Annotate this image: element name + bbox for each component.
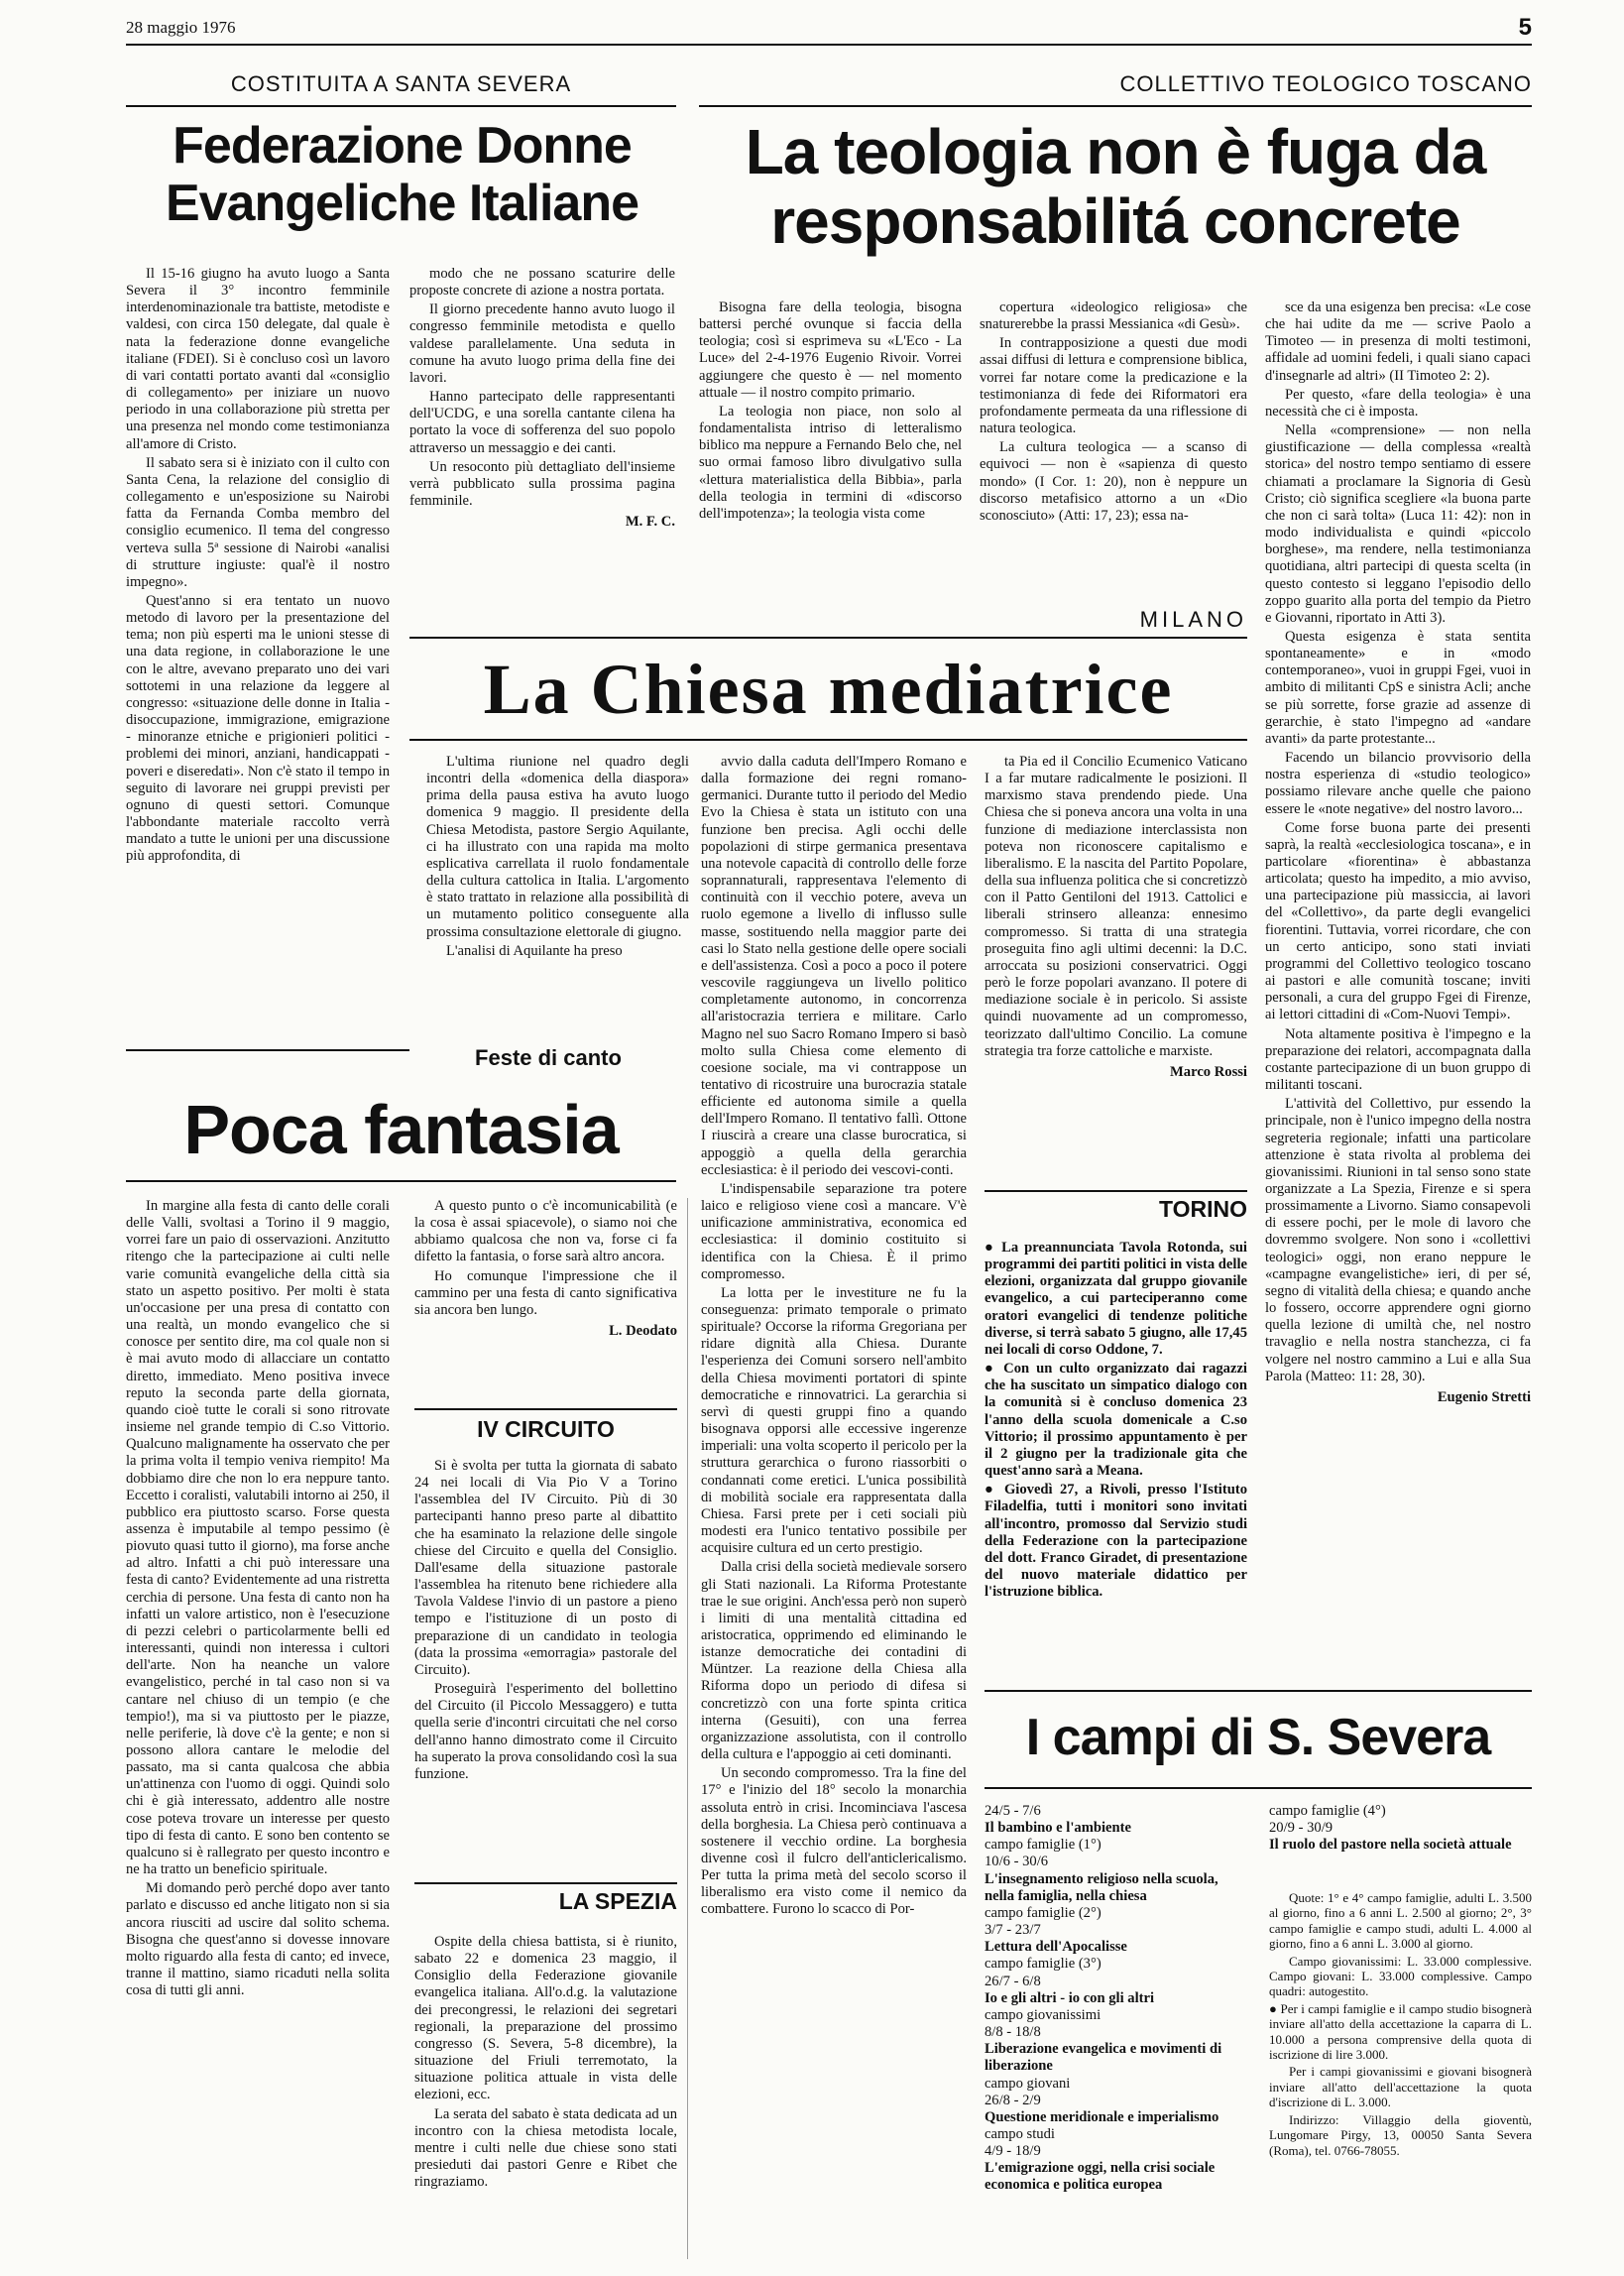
article1-title [122, 117, 682, 244]
article5-kicker: IV CIRCUITO [477, 1416, 615, 1442]
paragraph: La cultura teologica — a scanso di equivoci — non è «sapienza di questo mondo» (I Cor. 1: 20), non è neppure un discorso metafisico attorno a un «Dio sconosciuto» (Atti: 17, 23); essa na- [980, 439, 1247, 524]
paragraph: Come forse buona parte dei presenti saprà, la realtà «ecclesiologica toscana», e in particolare «fiorentina» è abbastanza articolata; questo ha impedito, a mio avviso, una partecipazione più massiccia, ai lavori del «Collettivo», da parte degli evangelici fiorentini. Tuttavia, vorrei ricordare, che con un certo anticipo, sono stati inviati programmi del Collettivo teologico toscano ai pastori e alle comunità toscane; inviti personali, a cura del gruppo Fgei di Firenze, ai lettori cittadini di «Com-Nuovi Tempi». [1265, 819, 1531, 1023]
list-item: Lettura dell'Apocalisse [985, 1939, 1127, 1956]
article1-kicker: COSTITUITA A SANTA SEVERA [230, 71, 572, 96]
paragraph: Indirizzo: Villaggio della gioventù, Lungomare Pirgy, 13, 00050 Santa Severa (Roma), tel. 0766-78055. [1269, 2111, 1532, 2158]
list-item: ● La preannunciata Tavola Rotonda, sui programmi dei partiti politici in vista delle elezioni, organizzata dal gruppo giovanile evangelico, a cui parteciperanno come oratori evangelici di tendenze politiche diverse, si terrà sabato 5 giugno, alle 17,45 nei locali di corso Oddone, 7. [985, 1240, 1247, 1358]
list-item: Liberazione evangelica e movimenti di liberazione [985, 2041, 1222, 2075]
paragraph: Quote: 1° e 4° campo famiglie, adulti L. 3.500 al giorno, fino a 6 anni L. 2.500 al giorno; 2°, 3° campo famiglie e campo studi, adulti L. 4.000 al giorno, fino a 6 anni L. 3.000 al giorno. [1269, 1890, 1532, 1952]
page-date: 28 maggio 1976 [126, 18, 236, 37]
list-item: 3/7 - 23/7 [985, 1922, 1041, 1939]
paragraph: copertura «ideologico religiosa» che snaturerebbe la prassi Messianica «di Gesù». [980, 299, 1247, 333]
list-item: campo giovanissimi [985, 2006, 1102, 2023]
article1-col2 [409, 266, 675, 623]
article4-title: Poca fantasia [183, 1091, 619, 1168]
article4-col1 [126, 1198, 390, 2264]
article8-col2-notes [1269, 1890, 1532, 2267]
article2-col2 [980, 299, 1247, 619]
paragraph: Facendo un bilancio provvisorio della nostra esperienza di «studio teologico» possiamo rilevare anche quelle che paiono essere le «note negative» del nostro lavoro... [1265, 750, 1531, 817]
article2-kicker-rule [699, 105, 1532, 107]
paragraph: In margine alla festa di canto delle corali delle Valli, svoltasi a Torino il 9 maggio, vorrei fare un paio di osservazioni. Anzitutto ritengo che la partecipazione ai culti nelle varie comunità evangeliche della città sia stato un aspetto positivo. Per molti è stata un'occasione per una presa di contatto con una realtà, un mondo evangelico che si conosce per sentito dire, ma col quale non si è mai avuto modo di allacciare un contatto diretto, immediato. Meno positiva invece reputo la seconda parte della giornata, quando cioè tutte le corali si sono ritrovate insieme nel grande tempio di C.so Vittorio. Qualcuno malignamente ha osservato che per la prima volta il tempio veniva riempito! Ma dobbiamo dire che non lo era neppure tanto. Eccetto i coralisti, valutabili intorno ai 250, il pubblico era piuttosto scarso. Forse questa assenza è imputabile al tempo pessimo (è piovuto quasi tutto il giorno), ma forse anche ad altro. Infatti a chi può interessare una festa di canto? Evidentemente ad una ristretta cerchia di persone. Una festa di canto non ha infatti un valore artistico, non è l'esecuzione di pezzi celebri o particolarmente belli ed interessanti, quindi non interessa i cultori dell'arte. Non ha neanche un valore evangelistico, perché in tal caso non si va cantare nel chiuso di un tempio (e che tempio!), ma si va piuttosto per le piazze, nelle periferie, là dove c'è la gente; e non si possono allora cantare le melodie del passato, ma si canta qualcosa che abbia un'attinenza con l'uomo di oggi. Quindi solo chi è già interessato, addentro alle nostre cose poteva trovare un interesse per questo tipo di festa di canto. E sono ben contento se qualcuno si è rallegrato per questo incontro e ne ha tratto un beneficio spirituale. [126, 1198, 390, 1878]
paragraph: Hanno partecipato delle rappresentanti dell'UCDG, e una sorella cantante cilena ha portato la voce di sofferenza del suo popolo attraverso un messaggio e dei canti. [409, 389, 675, 456]
paragraph: A questo punto o c'è incomunicabilità (e la cosa è assai spiacevole), o siamo noi che abbiamo qualcosa che non va, forse ci fa difetto la fantasia, o forse sarà altro ancora. [414, 1198, 677, 1265]
article8-title-rule [985, 1787, 1532, 1789]
list-item: L'insegnamento religioso nella scuola, nella famiglia, nella chiesa [985, 1870, 1218, 1904]
paragraph: In contrapposizione a questi due modi assai diffusi di lettura e comprensione biblica, vorrei far notare come la predicazione e la testimonianza di fede dei Riformatori era profondamente permeata da una riflessione di natura teologica. [980, 335, 1247, 437]
article6-top-rule [414, 1882, 677, 1884]
paragraph: Questa esigenza è stata sentita spontaneamente» e in «modo contemporaneo», vuoi in gruppi Fgei, vuoi in ambito di militanti CpS e sinistra Acli; anche se più sorrette, forse grazie ad assenze di gerarchie, è stato l'impegno ad «andare avanti» da parte protestante... [1265, 628, 1531, 747]
article1-title-line2: Evangeliche Italiane [165, 175, 639, 232]
article2-signature: Eugenio Stretti [1437, 1388, 1531, 1405]
article6-kicker: LA SPEZIA [558, 1888, 677, 1914]
paragraph: Campo giovanissimi: L. 33.000 complessive. Campo giovani: L. 33.000 complessive. Campo quadri: autogestito. [1269, 1953, 1532, 1999]
paragraph: L'analisi di Aquilante ha preso [446, 942, 623, 959]
list-item: Il ruolo del pastore nella società attuale [1269, 1837, 1512, 1854]
list-item: 20/9 - 30/9 [1269, 1820, 1334, 1837]
article4-col2 [414, 1198, 677, 1396]
list-item: 8/8 - 18/8 [985, 2024, 1041, 2041]
article8-title: I campi di S. Severa [1025, 1709, 1491, 1766]
paragraph: La teologia non piace, non solo al fondamentalista intriso di letteralismo biblico ma neppure a Fernando Belo che, nel suo ormai famoso libro divulgativo sulla «lettura materialistica della Bibbia», parla della teologia in termini di «discorso dell'impotenza»; la teologia vista come [699, 403, 962, 522]
paragraph: Nella «comprensione» — non nella giustificazione — della complessa «realtà storica» del nostro tempo sentiamo di essere chiamati a proclamare la Signoria di Gesù Cristo; ciò significa scegliere «la buona parte che non ci sarà tolta» (Luca 11: 42): non in modo individualista e quindi «piccolo borghese», ma rendere, nella testimonianza quotidiana, altri partecipi di questa scelta (in questo contesto si leggano l'episodio dello zoppo guarito alla porta del tempio da Pietro e Giovanni, riportato in Atti 3). [1265, 422, 1531, 626]
article7-top-rule [985, 1190, 1247, 1192]
paragraph: ● Per i campi famiglie e il campo studio bisognerà inviare all'atto della accettazione la caparra di L. 10.000 a persona comprensive della quota di iscrizione di lire 3.000. [1269, 2000, 1532, 2063]
paragraph: Per i campi giovanissimi e giovani bisognerà inviare all'atto dell'accettazione la quota d'iscrizione di L. 3.000. [1269, 2064, 1532, 2110]
paragraph: ta Pia ed il Concilio Ecumenico Vaticano I a far mutare radicalmente le posizioni. Il marxismo stava prendendo piede. Una Chiesa che si poneva ancora una volta in una funzione di mediazione interclassista non poteva non riconoscere capitalismo e liberalismo. E la nascita del Partito Popolare, della sua influenza politica che si concretizzò con il Patto Gentiloni del 1913. Cattolici e liberali strinsero alleanza: ennesimo compromesso. Si tratta di una strategia proseguita fino agli ultimi decenni: la D.C. arroccata su posizioni conservatrici. Oggi però le forze popolari avanzano. Il potere di mediazione sociale è in pericolo. Si assiste quindi nuovamente ad un compromesso, teorizzato dall'ultimo Concilio. La comune strategia tra forze cattoliche e marxiste. [985, 754, 1247, 1059]
article3-title: La Chiesa mediatrice [483, 650, 1174, 729]
list-item: L'emigrazione oggi, nella crisi sociale economica e politica europea [985, 2160, 1216, 2194]
article4-signature: L. Deodato [609, 1323, 677, 1340]
list-item: campo giovani [985, 2075, 1071, 2092]
article8-top-rule [985, 1690, 1532, 1692]
article7-body [985, 1240, 1247, 1686]
list-item: 10/6 - 30/6 [985, 1854, 1049, 1870]
paragraph: L'ultima riunione nel quadro degli incontri della «domenica della diaspora» prima della pausa estiva ha avuto luogo domenica 9 maggio. Il presidente della Chiesa Metodista, pastore Sergio Aquilante, ci ha illustrato con una rapida ma molto esplicativa carrellata il ruolo fondamentale della cultura cattolica in Italia. L'argomento è stato trattato in relazione alla possibilità di un mutamento politico conseguente alla prossima consultazione elettorale di giugno. [426, 754, 689, 940]
article2-col1 [699, 299, 962, 619]
paragraph: L'attività del Collettivo, pur essendo la principale, non è l'unico impegno della nostra segreteria regionale; infatti una particolare attenzione è stata rivolta al problema dei giovanissimi. Riunioni in tal senso sono state organizzate a La Spezia, Firenze e si spera prossimamente a Livorno. Siamo consapevoli di essere pochi, per le mole di lavoro che dovremmo svolgere. Non sono i «collettivi teologici» oggi, non erano neppure le «campagne evangelistiche» ieri, di per sé, segno di vitalità della chiesa; e quando anche lo fossero, occorre apprendere ogni giorno quella lezione di umiltà che, nel nostro travaglio e nella nostra stanchezza, ci fa volgere nel nostro cammino a Lui e alla Sua Parola (Matteo: 11: 28, 30). [1265, 1096, 1531, 1384]
paragraph: Ho comunque l'impressione che il cammino per una festa di canto significativa sia ancora ben lungo. [414, 1267, 677, 1318]
article5-top-rule [414, 1408, 677, 1410]
list-item: 26/7 - 6/8 [985, 1973, 1041, 1989]
list-item: campo famiglie (3°) [985, 1956, 1102, 1973]
list-item: ● Con un culto organizzato dai ragazzi che ha suscitato un simpatico dialogo con la comunità si è concluso domenica 23 l'anno della scuola domenicale a C.so Vittorio; il prossimo appuntamento è per il 2 giugno per la tradizionale gita che quest'anno sarà a Meana. [985, 1361, 1247, 1480]
article2-title-line2: responsabilitá concrete [770, 185, 1460, 257]
paragraph: La serata del sabato è stata dedicata ad un incontro con la chiesa metodista locale, mentre i culti nelle due chiese sono stati presieduti dai pastori Genre e Ribet che ringraziamo. [414, 2105, 677, 2191]
article8-col1 [985, 1803, 1247, 2269]
article1-col1 [126, 266, 390, 1059]
list-item: campo famiglie (4°) [1269, 1803, 1386, 1819]
list-item: campo studi [985, 2125, 1055, 2142]
article2-title [694, 117, 1537, 264]
article3-col3 [985, 754, 1247, 1190]
article8-col2-list [1269, 1803, 1532, 1882]
list-item: ● Giovedì 27, a Rivoli, presso l'Istituto Filadelfia, tutti i monitori sono invitati all'incontro, promosso dal Servizio studi della Federazione con la partecipazione del dott. Franco Giradet, di presentazione del nuovo materiale didattico per l'istruzione biblica. [985, 1482, 1247, 1601]
list-item: 24/5 - 7/6 [985, 1803, 1041, 1819]
paragraph: Nota altamente positiva è l'impegno e la preparazione dei relatori, accompagnata dalla costante partecipazione di un buon gruppo di militanti toscani. [1265, 1025, 1531, 1094]
paragraph: Bisogna fare della teologia, bisogna battersi perché ovunque si faccia della teologia; così si esprimeva su «L'Eco - La Luce» del 2-4-1976 Eugenio Rivoir. Vorrei aggiungere che questo è — nel momento attuale — il nostro compito primario. [699, 299, 962, 401]
article3-col1 [426, 754, 689, 1061]
list-item: Questione meridionale e imperialismo [985, 2108, 1219, 2125]
paragraph: Dalla crisi della società medievale sorsero gli Stati nazionali. La Riforma Protestante trae le sue origini. Anch'essa però non superò i limiti di una mentalità cittadina ed aristocratica, opprimendo ed eliminando le istanze democratiche dei contadini di Müntzer. La reazione della Chiesa alla Riforma dopo un periodo di difesa si concretizzò con una forte spinta critica interna (Gesuiti), con una ferrea organizzazione assolutista, con il controllo della cultura e l'appoggio ai ceti dominanti. [701, 1559, 967, 1763]
list-item: Io e gli altri - io con gli altri [985, 1989, 1155, 2006]
article3-top-rule [409, 637, 1247, 639]
list-item: 4/9 - 18/9 [985, 2143, 1041, 2160]
header-rule [126, 44, 1532, 46]
article4-title-rule [126, 1180, 676, 1182]
paragraph: Quest'anno si era tentato un nuovo metodo di lavoro per la presentazione del tema; non più esperti ma le unioni stesse di una data regione, in collaborazione le une con le altre, avevano preparato uno dei vari sottotemi in una relazione da leggere al congresso: «situazione delle donne in Italia - disoccupazione, immigrazione, emigrazione - minoranze etniche e prigionieri politici - problemi dei minori, anziani, handicappati - poveri e diseredati». Non c'è stato il tempo in seguito di lavorare nei gruppi previsti per ognuno di questi settori. Comunque l'abbondante materiale raccolto verrà mandato a tutte le unioni per una discussione più approfondita, di [126, 592, 390, 865]
paragraph: Il sabato sera si è iniziato con il culto con Santa Cena, la relazione del consiglio di collegamento e un'esposizione su Nairobi fatta da Fernanda Comba membro del consiglio ecumenico. Il tema del congresso verteva sulla 5ª sessione di Nairobi «analisi di strutture ingiuste: qual'è il nostro impegno». [126, 454, 390, 590]
article6-body [414, 1934, 677, 2261]
article3-signature: Marco Rossi [1170, 1063, 1247, 1080]
article3-title-rule [409, 739, 1247, 741]
list-item: 26/8 - 2/9 [985, 2092, 1041, 2108]
paragraph: Il giorno precedente hanno avuto luogo il congresso femminile metodista e quello valdese parallelamente. Una seduta in comune ha avuto luogo prima della fine dei lavori. [409, 301, 675, 386]
article7-kicker: TORINO [1158, 1196, 1247, 1222]
paragraph: L'indispensabile separazione tra potere laico e religioso viene così a mancare. V'è unificazione amministrativa, economica ed ecclesiastica: il dominio costituito si identifica con la Chiesa. È il primo compromesso. [701, 1180, 967, 1282]
article1-title-line1: Federazione Donne [173, 117, 632, 175]
article2-kicker: COLLETTIVO TEOLOGICO TOSCANO [1119, 71, 1532, 96]
paragraph: modo che ne possano scaturire delle proposte concrete di azione a nostra portata. [409, 266, 675, 299]
paragraph: La lotta per le investiture ne fu la conseguenza: primato temporale o primato spirituale? Occorse la riforma Gregoriana per ridare dignità alla Chiesa. Durante l'esperienza dei Comuni sorsero nell'ambito della Chiesa movimenti portatori di spinte democratiche e rinnovatrici. La gerarchia si servì di questi gruppi fino a quando bisognava opporsi alle eccessive ingerenze imperiali: una volta scoperto il pericolo per la struttura gerarchica o furono riassorbiti o condannati come eretici. L'unica possibilità di mobilità sociale era rappresentata dalla Chiesa. Farsi prete per i ceti sociali più modesti era l'unico tentativo possibile per acquisire cultura ed un certo prestigio. [701, 1284, 967, 1557]
list-item: campo famiglie (1°) [985, 1837, 1102, 1854]
paragraph: Ospite della chiesa battista, si è riunito, sabato 22 e domenica 23 maggio, il Consiglio della Federazione giovanile evangelica italiana. All'o.d.g. la valutazione dei precongressi, le relazioni dei segretari regionali, la preparazione del prossimo congresso (S. Severa, 5-8 dicembre), la situazione del Friuli terremotato, la situazione politica attuale in vista delle elezioni, ecc. [414, 1934, 677, 2103]
paragraph: Si è svolta per tutta la giornata di sabato 24 nei locali di Via Pio V a Torino l'assemblea del IV Circuito. Più di 30 partecipanti hanno preso parte al dibattito che ha esaminato la relazione delle singole chiese del Circuito e quella del Consiglio. Dall'esame della situazione pastorale l'assemblea ha ritenuto bene richiedere alla Tavola Valdese l'invio di un pastore a pieno tempo e l'istituzione di un posto di preparazione di un candidato in teologia (data la prossima «emorragia» pastorale del Circuito). [414, 1458, 677, 1678]
paragraph: Il 15-16 giugno ha avuto luogo a Santa Severa il 3° incontro femminile interdenominazionale tra battiste, metodiste e valdesi, con circa 150 delegate, dal quale è nata la federazione donne evangeliche italiane (FDEI). Si è concluso così un lavoro di vari contatti portato avanti dal «consiglio di collegamento» per iniziare un nuovo periodo in una collaborazione più stretta per una presenza nel mondo come testimonianza all'amore di Cristo. [126, 266, 390, 452]
article2-title-line1: La teologia non è fuga da [745, 117, 1486, 187]
article1-kicker-rule [126, 105, 676, 107]
page-number: 5 [1518, 14, 1532, 41]
list-item: Il bambino e l'ambiente [985, 1820, 1131, 1837]
article2-col3 [1265, 299, 1531, 1666]
paragraph: Un resoconto più dettagliato dell'insieme verrà pubblicato sulla prossima pagina femminile. [409, 458, 675, 510]
paragraph: Mi domando però perché dopo aver tanto parlato e discusso ed anche litigato non si sia ancora riusciti ad uscire dal solito schema. Bisogna che quest'anno si dovesse innovare molto riguardo alla festa di canto; ed invece, tranne il mattino, siamo ricaduti nella solita cosa di tutti gli anni. [126, 1880, 390, 1999]
paragraph: Un secondo compromesso. Tra la fine del 17° e l'inizio del 18° secolo la monarchia assoluta entrò in crisi. Incominciava l'ascesa della borghesia. La Chiesa però continuava a sostenere il vecchio ordine. La borghesia divenne così il fulcro dell'anticlericalismo. Per tutta la prima metà del secolo scorso il liberalismo era visto come il nemico da combattere. Furono lo scacco di Por- [701, 1765, 967, 1918]
article1-signature: M. F. C. [625, 514, 675, 531]
list-item: campo famiglie (2°) [985, 1904, 1102, 1921]
article3-kicker: MILANO [1139, 607, 1247, 632]
article4-kicker: Feste di canto [409, 1045, 687, 1075]
paragraph: sce da una esigenza ben precisa: «Le cose che hai udite da me — scrive Paolo a Timoteo — in presenza di molti testimoni, affidale ad uomini fedeli, i quali siano capaci d'insegnarle ad altri» (II Timoteo 2: 2). [1265, 299, 1531, 384]
paragraph: avvio dalla caduta dell'Impero Romano e dalla formazione dei regni romano-germanici. Durante tutto il periodo del Medio Evo la Chiesa è stata un istituto con una funzione ben precisa. Agli occhi delle popolazioni di stirpe germanica presentava una notevole capacità di controllo delle forze soprannaturali, rappresentava l'elemento di continuità con il vecchio potere, aveva un ruolo egemone a livello di influsso sulle masse, sostituendo nella maggior parte dei casi lo Stato nella gestione delle opere sociali e dell'assistenza. Così a poco a poco il potere vescovile raggiungeva un livello politico completamente autonomo, in concorrenza all'aristocrazia terriera e militare. Carlo Magno nel suo Sacro Romano Impero si basò molto sulla Chiesa come elemento di coesione sociale, ma vi contrappose un tentativo di ricostruire una burocrazia statale efficiente ed autonoma simile a quella dell'Impero Romano. Il tentativo fallì. Ottone I riuscirà a creare una classe burocratica, si appoggiò a quella della gerarchia ecclesiastica: è il periodo dei vescovi-conti. [701, 754, 967, 1178]
article5-body [414, 1458, 677, 1884]
paragraph: Proseguirà l'esperimento del bollettino del Circuito (il Piccolo Messaggero) e tutta quella serie d'incontri circuitati che nel corso dell'anno hanno dimostrato come il Circuito ha superato la prova consolidando così la sua funzione. [414, 1681, 677, 1782]
paragraph: Per questo, «fare della teologia» è una necessità che ci è imposta. [1265, 386, 1531, 419]
article3-col2 [701, 754, 967, 2259]
column-rule [687, 1198, 688, 2259]
